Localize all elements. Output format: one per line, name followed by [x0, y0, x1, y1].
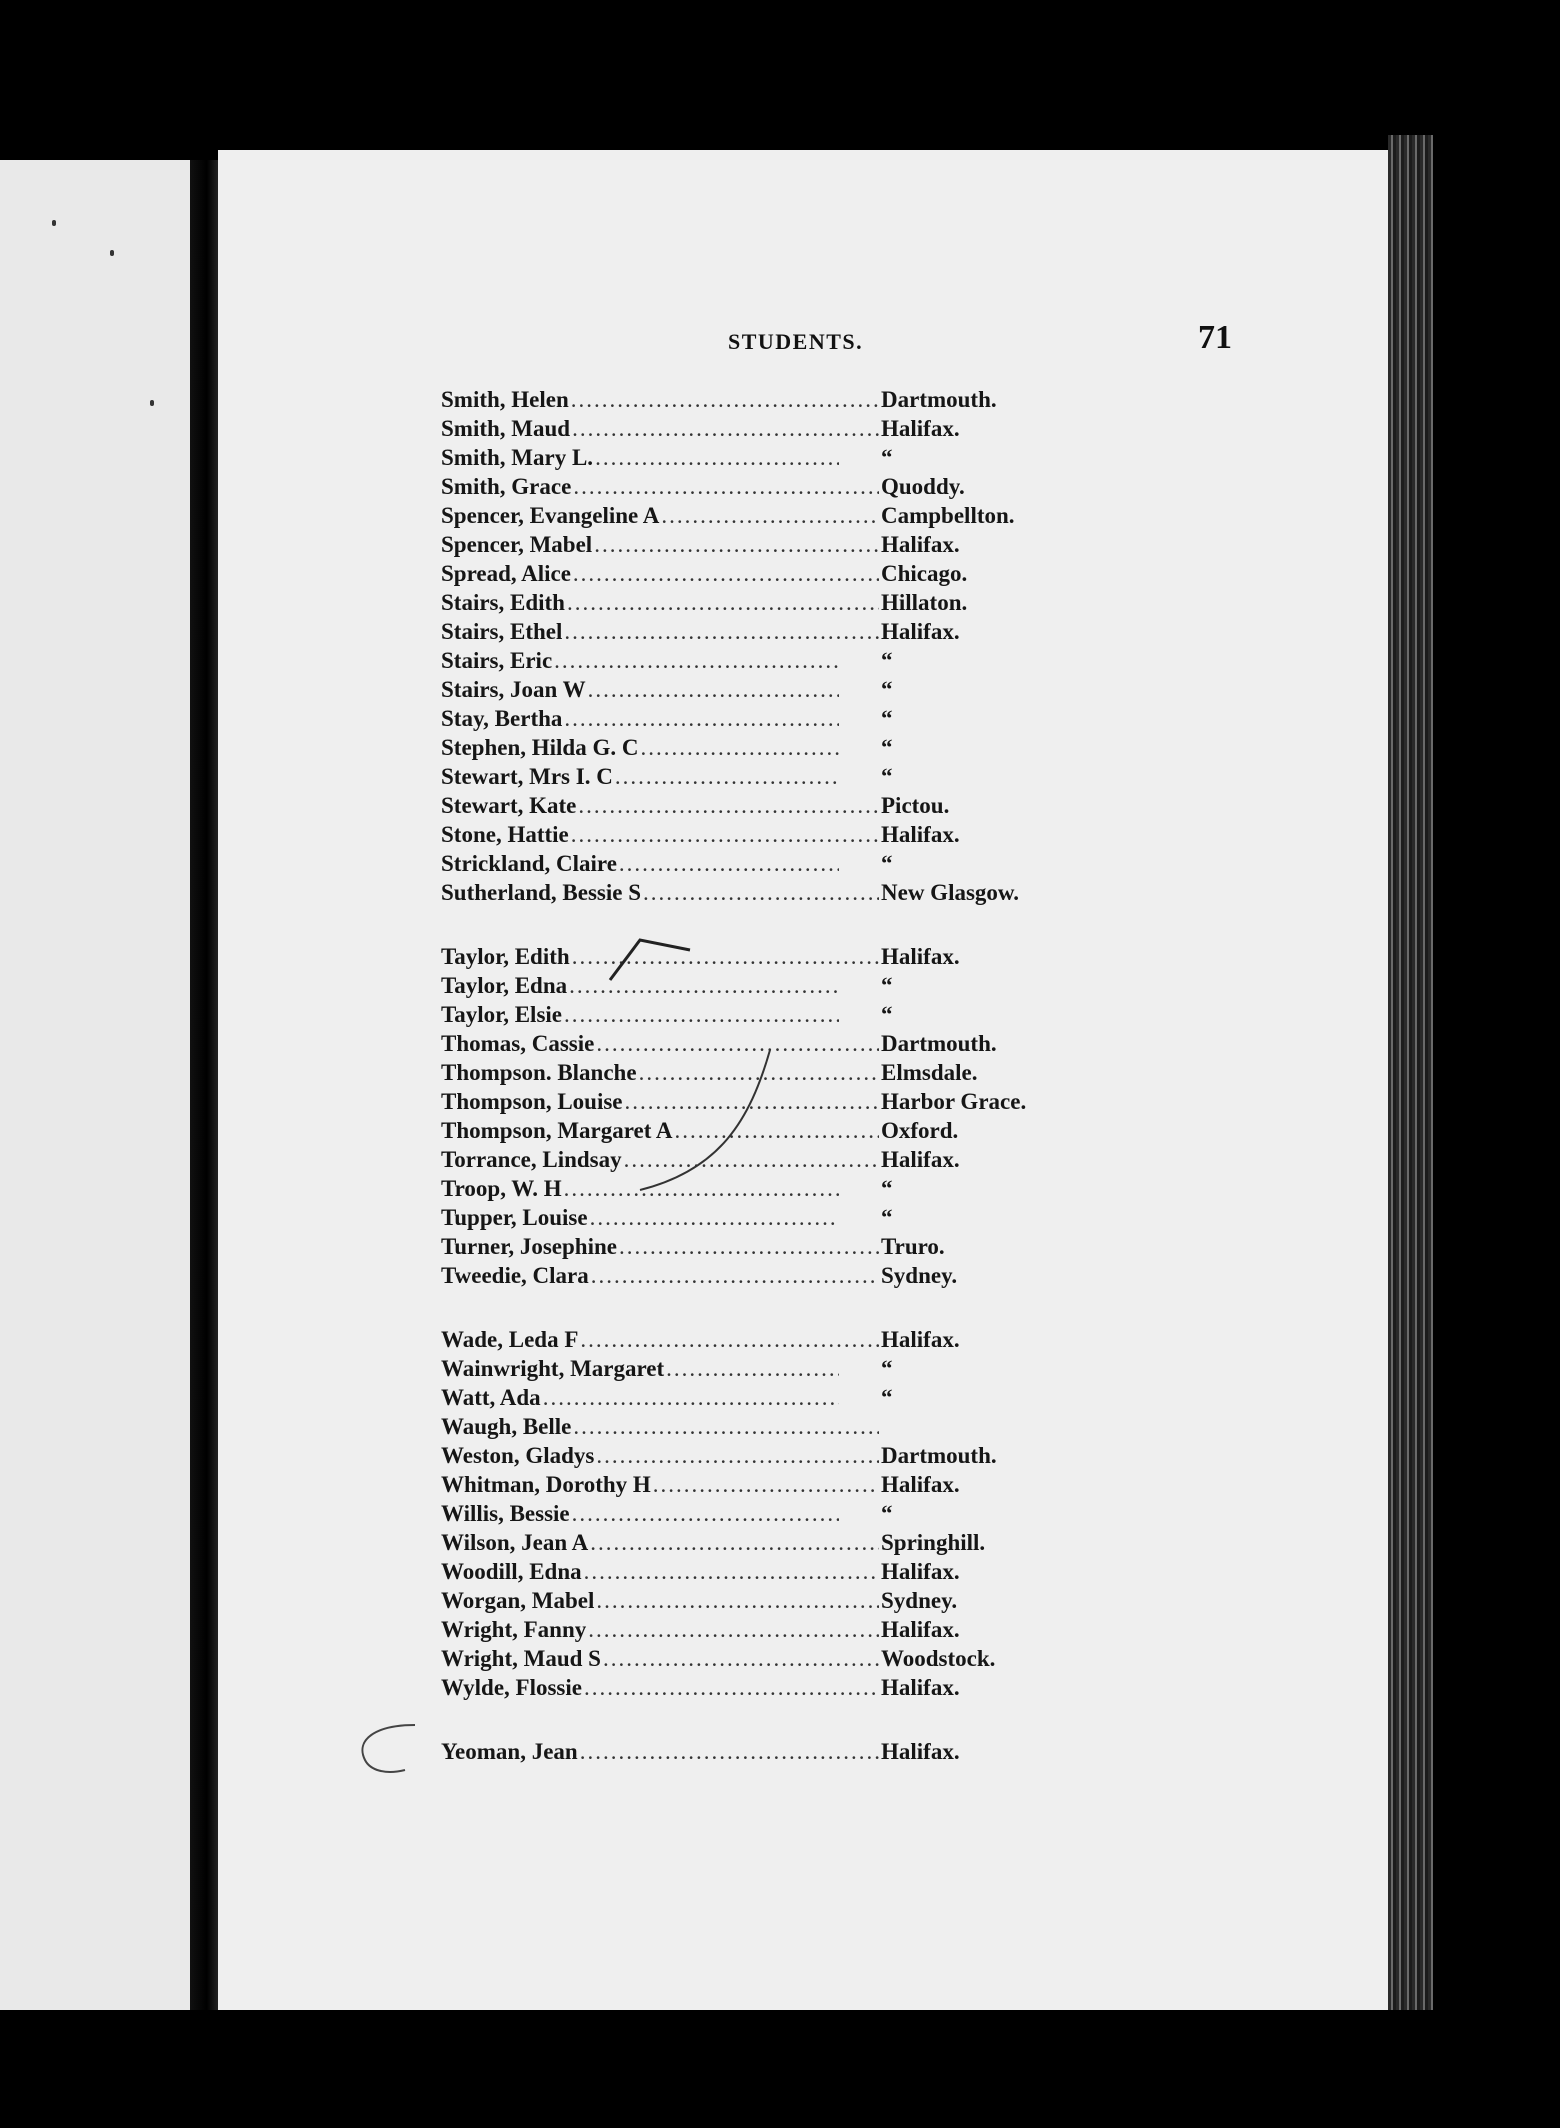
list-item	[441, 501, 1121, 530]
student-name: Stairs, Joan W	[441, 677, 586, 702]
pencil-mark	[345, 1720, 425, 1780]
running-head: STUDENTS.	[728, 329, 864, 354]
list-item	[441, 820, 1121, 849]
student-name: Stephen, Hilda G. C	[441, 735, 639, 760]
list-item	[441, 1261, 1121, 1290]
student-hometown: Sydney.	[881, 1263, 958, 1288]
student-hometown: Halifax.	[881, 1739, 960, 1764]
student-name: Watt, Ada	[441, 1385, 541, 1410]
list-item	[441, 1673, 1121, 1702]
student-hometown: Halifax.	[881, 822, 960, 847]
student-hometown: “	[881, 1356, 893, 1381]
leader-dots	[603, 1644, 879, 1673]
leader-dots	[572, 1499, 839, 1528]
leader-dots	[573, 1412, 879, 1441]
student-hometown: New Glasgow.	[881, 880, 1019, 905]
student-name: Smith, Maud	[441, 416, 571, 441]
student-hometown: “	[881, 851, 893, 876]
leader-dots	[567, 588, 879, 617]
leader-dots	[554, 646, 839, 675]
student-name: Woodill, Edna	[441, 1559, 582, 1584]
student-hometown: “	[881, 677, 893, 702]
student-name: Stone, Hattie	[441, 822, 569, 847]
list-item	[441, 1528, 1121, 1557]
list-item	[441, 414, 1121, 443]
leader-dots	[643, 878, 879, 907]
student-name: Wylde, Flossie	[441, 1675, 582, 1700]
student-name: Thomas, Cassie	[441, 1031, 595, 1056]
leader-dots	[584, 1557, 879, 1586]
list-item	[441, 646, 1121, 675]
student-hometown: “	[881, 1176, 893, 1201]
list-item	[441, 588, 1121, 617]
list-item	[441, 1383, 1121, 1412]
student-name: Whitman, Dorothy H	[441, 1472, 651, 1497]
leader-dots	[584, 1673, 879, 1702]
student-name: Thompson. Blanche	[441, 1060, 637, 1085]
student-name: Spread, Alice	[441, 561, 571, 586]
student-name: Worgan, Mabel	[441, 1588, 595, 1613]
list-item	[441, 617, 1121, 646]
leader-dots	[588, 675, 839, 704]
student-name: Yeoman, Jean	[441, 1739, 578, 1764]
student-name: Smith, Helen	[441, 387, 569, 412]
leader-dots	[573, 472, 879, 501]
student-hometown: Halifax.	[881, 944, 960, 969]
student-hometown: Harbor Grace.	[881, 1089, 1027, 1114]
list-item	[441, 1412, 1121, 1441]
student-name: Taylor, Edith	[441, 944, 570, 969]
list-item	[441, 1586, 1121, 1615]
leader-dots	[596, 1441, 879, 1470]
list-item	[441, 675, 1121, 704]
student-hometown: Halifax.	[881, 1147, 960, 1172]
list-item	[441, 733, 1121, 762]
leader-dots	[640, 733, 839, 762]
list-item	[441, 1557, 1121, 1586]
leader-dots	[580, 1737, 879, 1766]
student-hometown: Hillaton.	[881, 590, 968, 615]
student-name: Turner, Josephine	[441, 1234, 617, 1259]
student-name: Taylor, Elsie	[441, 1002, 562, 1027]
student-hometown: Halifax.	[881, 416, 960, 441]
student-name: Stairs, Ethel	[441, 619, 563, 644]
student-name: Spencer, Evangeline A	[441, 503, 660, 528]
student-hometown: Springhill.	[881, 1530, 986, 1555]
student-name: Thompson, Louise	[441, 1089, 623, 1114]
student-hometown: Halifax.	[881, 1617, 960, 1642]
list-item	[441, 849, 1121, 878]
student-name: Stewart, Kate	[441, 793, 577, 818]
student-name: Thompson, Margaret A	[441, 1118, 673, 1143]
leader-dots	[666, 1354, 839, 1383]
student-hometown: Campbellton.	[881, 503, 1015, 528]
list-item	[441, 1354, 1121, 1383]
student-hometown: “	[881, 1501, 893, 1526]
book-gutter	[190, 160, 218, 2010]
student-hometown: “	[881, 764, 893, 789]
ink-speck	[110, 250, 114, 256]
student-hometown: “	[881, 735, 893, 760]
student-hometown: Pictou.	[881, 793, 950, 818]
student-hometown: Elmsdale.	[881, 1060, 978, 1085]
list-item	[441, 1470, 1121, 1499]
leader-dots	[590, 1528, 879, 1557]
student-name: Wainwright, Margaret	[441, 1356, 665, 1381]
list-item	[441, 1441, 1121, 1470]
student-hometown: Halifax.	[881, 1675, 960, 1700]
list-item	[441, 1644, 1121, 1673]
leader-dots	[571, 820, 879, 849]
leader-dots	[591, 1261, 879, 1290]
list-item	[441, 1615, 1121, 1644]
student-name: Torrance, Lindsay	[441, 1147, 622, 1172]
leader-dots	[619, 849, 839, 878]
leader-dots	[588, 1615, 879, 1644]
student-name: Wilson, Jean A	[441, 1530, 589, 1555]
student-name: Tweedie, Clara	[441, 1263, 589, 1288]
leader-dots	[595, 443, 839, 472]
ink-speck	[52, 220, 56, 226]
leader-dots	[543, 1383, 839, 1412]
student-hometown: Quoddy.	[881, 474, 965, 499]
leader-dots	[571, 385, 879, 414]
student-hometown: Woodstock.	[881, 1646, 996, 1671]
student-hometown: “	[881, 706, 893, 731]
student-name: Willis, Bessie	[441, 1501, 570, 1526]
student-hometown: “	[881, 1205, 893, 1230]
student-name: Smith, Mary L.	[441, 445, 594, 470]
student-hometown: “	[881, 1385, 893, 1410]
student-name: Troop, W. H	[441, 1176, 562, 1201]
student-name: Strickland, Claire	[441, 851, 617, 876]
student-hometown: Halifax.	[881, 619, 960, 644]
student-name: Weston, Gladys	[441, 1443, 595, 1468]
student-name: Stairs, Edith	[441, 590, 565, 615]
student-hometown: Halifax.	[881, 532, 960, 557]
student-hometown: Oxford.	[881, 1118, 959, 1143]
page-header	[218, 319, 1388, 365]
student-hometown: “	[881, 445, 893, 470]
list-item	[441, 472, 1121, 501]
list-item	[441, 443, 1121, 472]
student-name: Tupper, Louise	[441, 1205, 588, 1230]
student-hometown: Truro.	[881, 1234, 945, 1259]
leader-dots	[564, 704, 839, 733]
leader-dots	[619, 1232, 879, 1261]
list-item	[441, 878, 1121, 907]
list-item	[441, 1499, 1121, 1528]
student-name: Taylor, Edna	[441, 973, 568, 998]
student-name: Stay, Bertha	[441, 706, 563, 731]
page-edges	[1388, 135, 1433, 2010]
student-hometown: “	[881, 973, 893, 998]
leader-dots	[572, 414, 879, 443]
facing-page-left	[0, 160, 190, 2010]
student-hometown: Chicago.	[881, 561, 968, 586]
leader-dots	[580, 1325, 879, 1354]
student-hometown: Dartmouth.	[881, 387, 997, 412]
list-item	[441, 1737, 1121, 1766]
student-hometown: Halifax.	[881, 1472, 960, 1497]
leader-dots	[653, 1470, 879, 1499]
page-number: 71	[1198, 319, 1232, 356]
student-name: Smith, Grace	[441, 474, 572, 499]
list-item	[441, 704, 1121, 733]
list-item	[441, 1325, 1121, 1354]
student-hometown: Dartmouth.	[881, 1443, 997, 1468]
student-name: Stairs, Eric	[441, 648, 553, 673]
leader-dots	[564, 617, 879, 646]
student-hometown: Halifax.	[881, 1327, 960, 1352]
student-hometown: “	[881, 1002, 893, 1027]
leader-dots	[594, 530, 879, 559]
student-name: Stewart, Mrs I. C	[441, 764, 613, 789]
student-name: Waugh, Belle	[441, 1414, 572, 1439]
student-name: Spencer, Mabel	[441, 532, 593, 557]
student-hometown: Sydney.	[881, 1588, 958, 1613]
list-item	[441, 1232, 1121, 1261]
list-item	[441, 559, 1121, 588]
student-name: Sutherland, Bessie S	[441, 880, 642, 905]
student-hometown: Dartmouth.	[881, 1031, 997, 1056]
leader-dots	[573, 559, 879, 588]
student-hometown: Halifax.	[881, 1559, 960, 1584]
ink-speck	[150, 400, 154, 406]
student-name: Wright, Maud S	[441, 1646, 601, 1671]
list-item	[441, 762, 1121, 791]
student-name: Wade, Leda F	[441, 1327, 579, 1352]
student-name: Wright, Fanny	[441, 1617, 587, 1642]
list-item	[441, 385, 1121, 414]
leader-dots	[596, 1586, 879, 1615]
list-item	[441, 530, 1121, 559]
leader-dots	[615, 762, 839, 791]
leader-dots	[661, 501, 879, 530]
list-item	[441, 791, 1121, 820]
pencil-mark	[600, 920, 800, 1210]
leader-dots	[578, 791, 879, 820]
student-hometown: “	[881, 648, 893, 673]
